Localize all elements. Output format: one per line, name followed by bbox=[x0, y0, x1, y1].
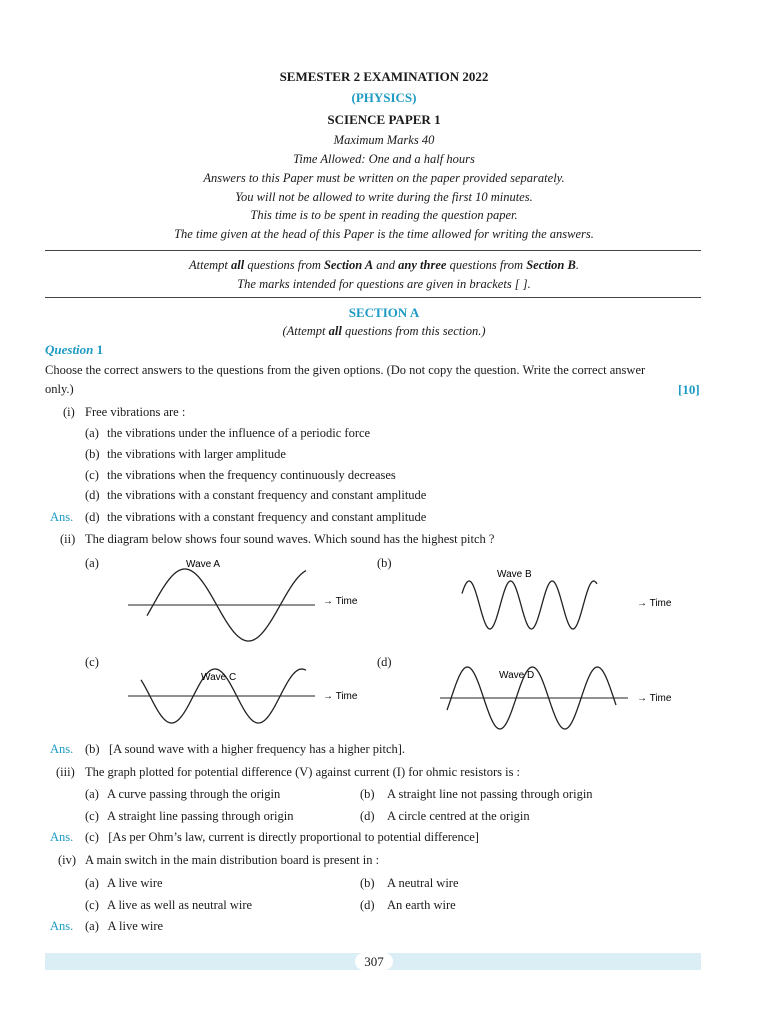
q4-option-b-text: A neutral wire bbox=[387, 876, 459, 890]
wave-panel-b-label: (b) bbox=[377, 556, 392, 570]
q1-option-a-text: the vibrations under the influence of a periodic force bbox=[107, 426, 371, 440]
wave-panel-a-label: (a) bbox=[85, 556, 99, 570]
question-prompt-line-2: only.) bbox=[45, 382, 74, 396]
q3-option-d-label: (d) bbox=[360, 809, 375, 823]
q1-option-d-label: (d) bbox=[85, 488, 100, 502]
instructions-line-2: The marks intended for questions are given in brackets [ ]. bbox=[237, 277, 531, 291]
wave-panel-c-label: (c) bbox=[85, 655, 99, 669]
exam-title: SEMESTER 2 EXAMINATION 2022 bbox=[279, 69, 489, 84]
header-line-time: Time Allowed: One and a half hours bbox=[293, 152, 475, 166]
wave-d-title: Wave D bbox=[499, 670, 535, 681]
header-line-answers: Answers to this Paper must be written on the paper provided separately. bbox=[203, 171, 565, 185]
q3-option-c-text: A straight line passing through origin bbox=[107, 809, 294, 823]
page-number: 307 bbox=[355, 953, 393, 970]
wave-c-title: Wave C bbox=[201, 672, 237, 683]
q3-option-a-label: (a) bbox=[85, 787, 99, 801]
q4-option-c-text: A live as well as neutral wire bbox=[107, 898, 253, 912]
q3-text: The graph plotted for potential difference (V) against current (I) for ohmic resistors is : bbox=[85, 765, 521, 779]
wave-b-curve bbox=[462, 581, 597, 629]
instructions-line-1: Attempt all questions from Section A and any three questions from Section B. bbox=[189, 258, 579, 272]
q4-option-d-text: An earth wire bbox=[387, 898, 456, 912]
q3-ans-label: Ans. bbox=[50, 830, 74, 844]
q1-number: (i) bbox=[63, 405, 75, 419]
q1-ans-text: the vibrations with a constant frequency and constant amplitude bbox=[107, 510, 427, 524]
wave-panel-d-label: (d) bbox=[377, 655, 392, 669]
q4-ans-text: (a) A live wire bbox=[85, 919, 164, 933]
wave-c-time-label: → Time bbox=[323, 691, 358, 702]
q1-option-b-text: the vibrations with larger amplitude bbox=[107, 447, 286, 461]
q4-ans-label: Ans. bbox=[50, 919, 74, 933]
wave-b-time-label: → Time bbox=[637, 598, 672, 609]
q1-option-b-label: (b) bbox=[85, 447, 100, 461]
q1-option-d-text: the vibrations with a constant frequency and constant amplitude bbox=[107, 488, 427, 502]
q2-ans-label: Ans. bbox=[50, 742, 74, 756]
header-line-writing: You will not be allowed to write during the first 10 minutes. bbox=[235, 190, 533, 204]
q4-option-a-text: A live wire bbox=[107, 876, 163, 890]
q3-option-b-label: (b) bbox=[360, 787, 375, 801]
wave-a-title: Wave A bbox=[186, 559, 221, 570]
question-heading: Question 1 bbox=[45, 342, 104, 357]
question-prompt-line-1: Choose the correct answers to the questions from the given options. (Do not copy the question. Write the correct answer bbox=[45, 363, 646, 377]
section-note: (Attempt all questions from this section.) bbox=[282, 324, 486, 338]
q4-option-c-label: (c) bbox=[85, 898, 99, 912]
q4-option-d-label: (d) bbox=[360, 898, 375, 912]
wave-a-time-label: → Time bbox=[323, 596, 358, 607]
q3-option-d-text: A circle centred at the origin bbox=[387, 809, 530, 823]
q3-ans-text: (c) [As per Ohm’s law, current is directly proportional to potential difference] bbox=[85, 830, 479, 844]
q3-option-a-text: A curve passing through the origin bbox=[107, 787, 281, 801]
header-line-marks: Maximum Marks 40 bbox=[333, 133, 435, 147]
q3-number: (iii) bbox=[56, 765, 75, 779]
q2-text: The diagram below shows four sound waves. Which sound has the highest pitch ? bbox=[85, 532, 495, 546]
wave-d-time-label: → Time bbox=[637, 693, 672, 704]
q4-number: (iv) bbox=[58, 853, 77, 867]
wave-b-title: Wave B bbox=[497, 569, 532, 580]
q4-option-b-label: (b) bbox=[360, 876, 375, 890]
header-line-reading: This time is to be spent in reading the question paper. bbox=[250, 208, 518, 222]
q2-ans-text: (b) [A sound wave with a higher frequency has a higher pitch]. bbox=[85, 742, 406, 756]
subject-title: (PHYSICS) bbox=[351, 90, 417, 105]
q1-text: Free vibrations are : bbox=[85, 405, 186, 419]
q1-option-c-text: the vibrations when the frequency continuously decreases bbox=[107, 468, 396, 482]
q1-ans-label: Ans. bbox=[50, 510, 74, 524]
q3-option-c-label: (c) bbox=[85, 809, 99, 823]
section-title: SECTION A bbox=[348, 305, 420, 320]
paper-title: SCIENCE PAPER 1 bbox=[327, 112, 441, 127]
q2-number: (ii) bbox=[60, 532, 76, 546]
q1-option-c-label: (c) bbox=[85, 468, 99, 482]
header-line-time-given: The time given at the head of this Paper is the time allowed for writing the answers. bbox=[174, 227, 594, 241]
q1-ans-option: (d) bbox=[85, 510, 100, 524]
q4-option-a-label: (a) bbox=[85, 876, 99, 890]
q3-option-b-text: A straight line not passing through origin bbox=[387, 787, 593, 801]
q1-option-a-label: (a) bbox=[85, 426, 99, 440]
question-marks: [10] bbox=[678, 382, 700, 397]
q4-text: A main switch in the main distribution board is present in : bbox=[85, 853, 380, 867]
